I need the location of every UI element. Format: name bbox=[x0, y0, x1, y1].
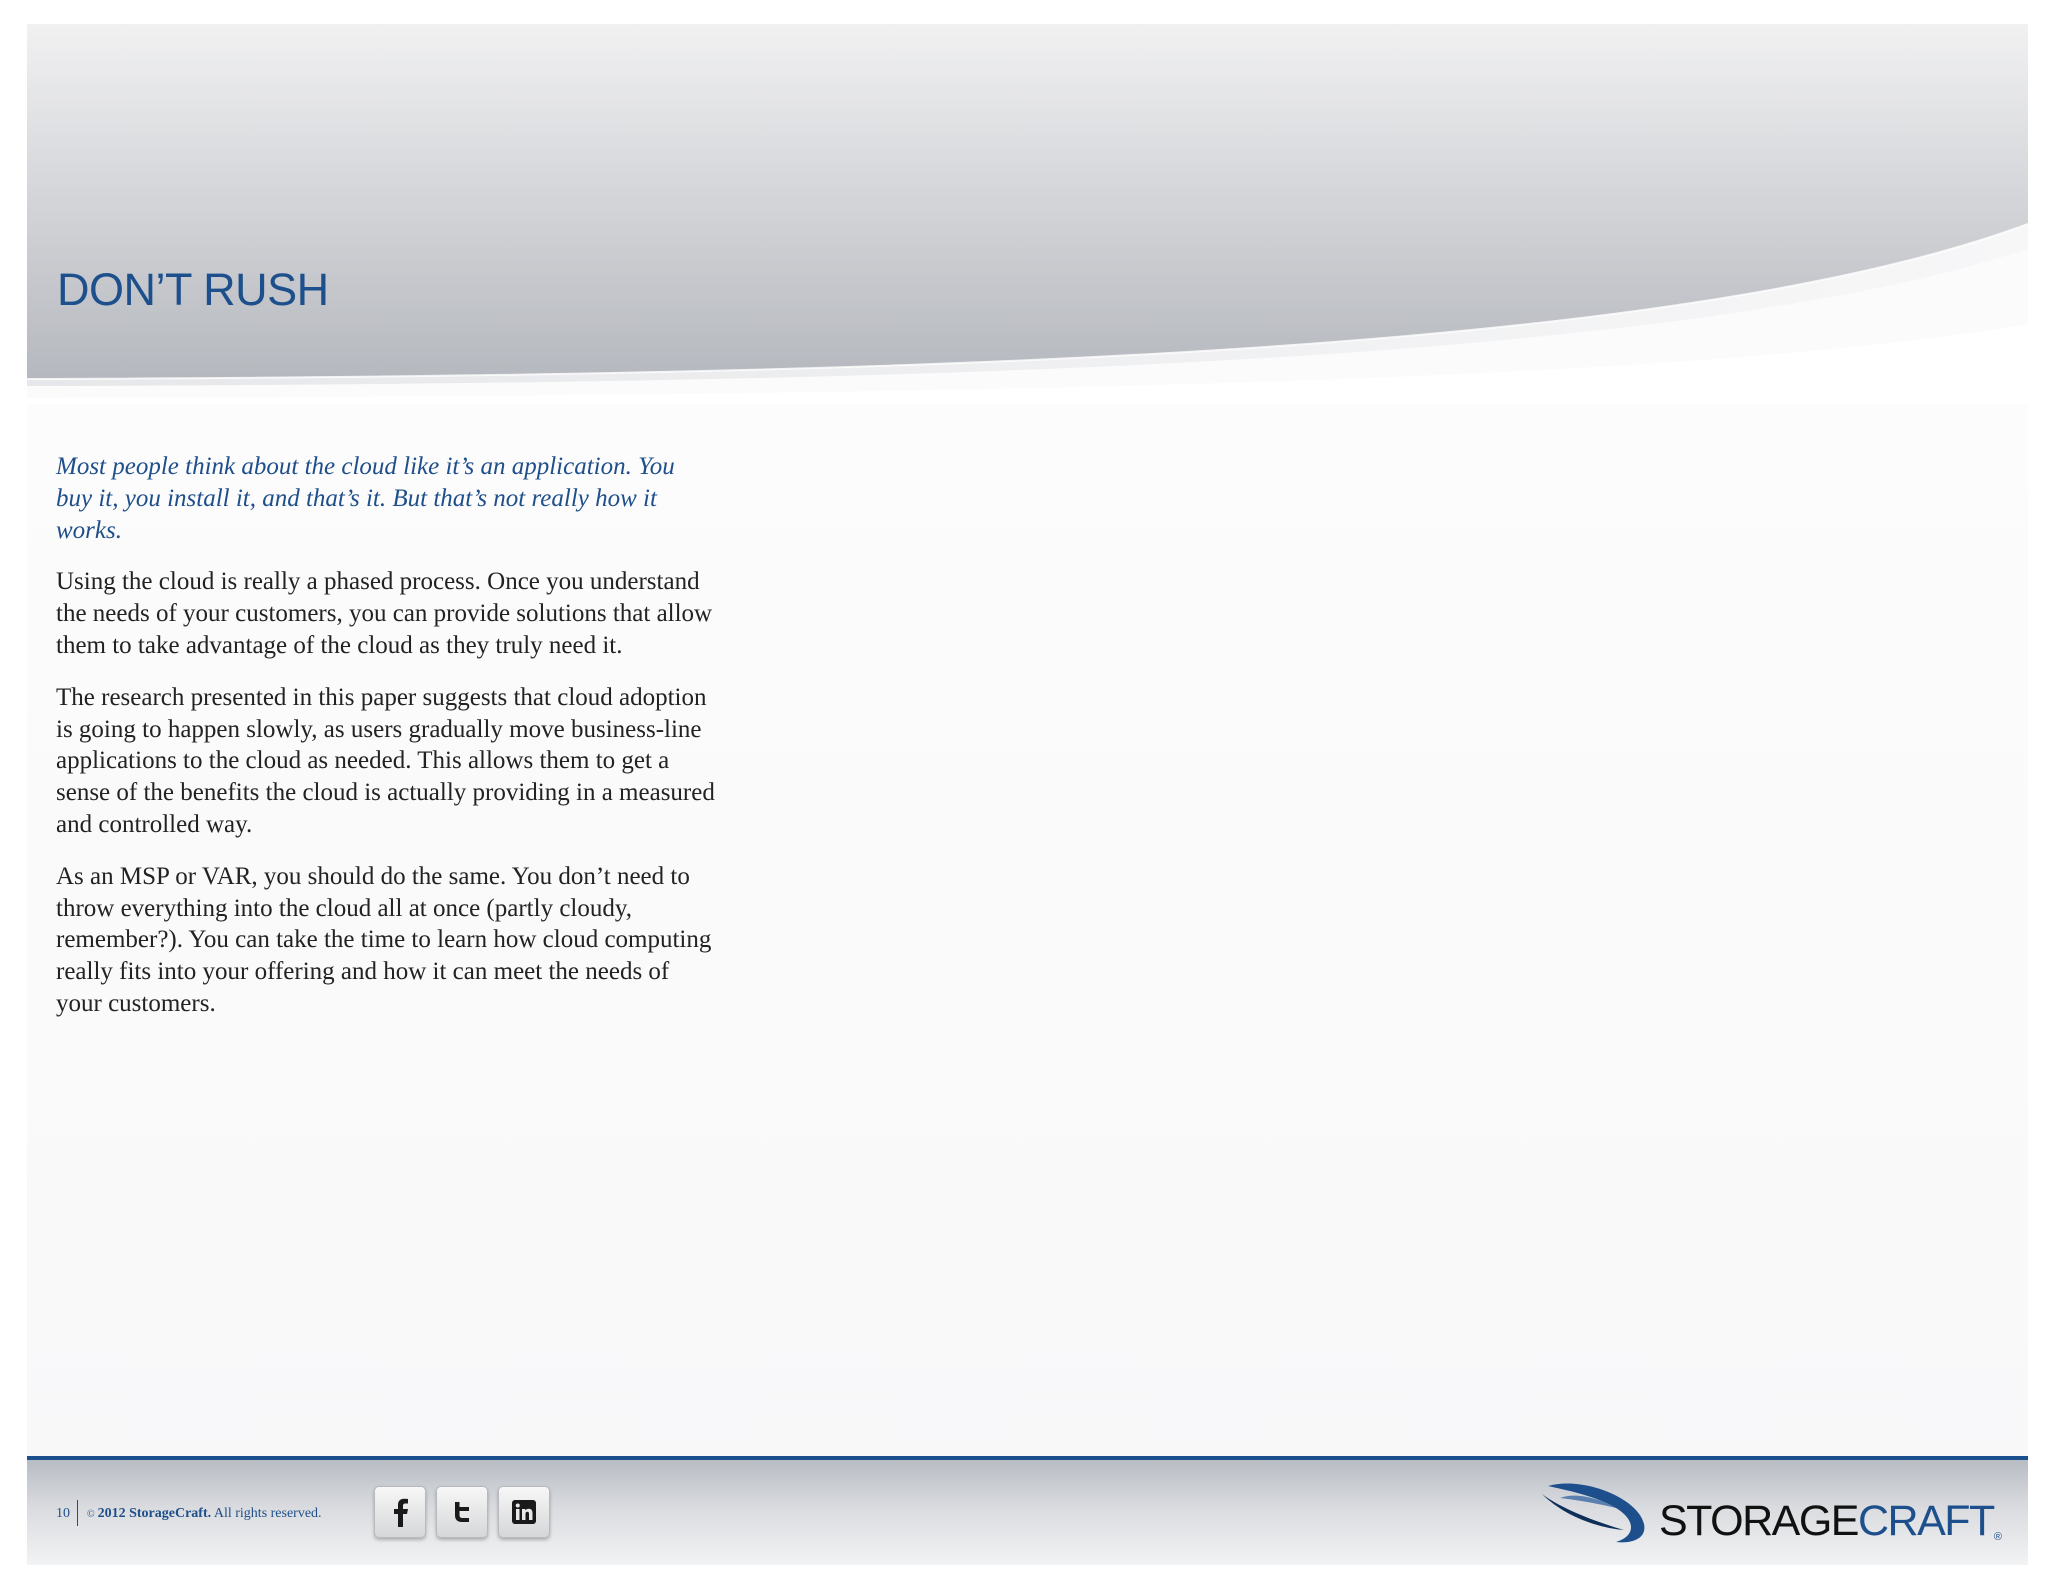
header-swoosh-graphic bbox=[27, 24, 2028, 404]
body-paragraph: Using the cloud is really a phased process. Once you understand the needs of your customers, you can provide solutions that allow them to take advantage of the cloud as they truly need it. bbox=[56, 568, 713, 659]
facebook-icon bbox=[390, 1497, 410, 1527]
article-body bbox=[56, 451, 716, 1040]
copyright-notice bbox=[87, 1506, 322, 1522]
storagecraft-logo-icon bbox=[1538, 1476, 1650, 1550]
header-banner bbox=[27, 24, 2028, 404]
copyright-symbol: © bbox=[87, 1509, 95, 1520]
footer-divider bbox=[77, 1500, 78, 1526]
storagecraft-wordmark: STORAGECRAFT® bbox=[1659, 1497, 2002, 1545]
body-paragraph: The research presented in this paper suggests that cloud adoption is going to happen slowly, as users gradually move business-line applications to the cloud as needed. This allows them to get a sense of the benefits the cloud is actually providing in a measured and controlled way. bbox=[56, 683, 715, 838]
copyright-text: All rights reserved. bbox=[211, 1506, 322, 1521]
linkedin-button[interactable] bbox=[498, 1486, 550, 1538]
copyright-owner: 2012 StorageCraft. bbox=[97, 1506, 212, 1521]
page-footer bbox=[27, 1456, 2028, 1565]
twitter-icon bbox=[451, 1500, 473, 1524]
page-title: DON’T RUSH bbox=[57, 264, 329, 315]
linkedin-icon bbox=[512, 1500, 536, 1524]
page-number: 10 bbox=[56, 1506, 70, 1521]
body-paragraph: As an MSP or VAR, you should do the same. You don’t need to throw everything into the cloud all at once (partly cloudy, remember?). You can take the time to learn how cloud computing really fits into your offering and how it can meet the needs of your customers. bbox=[56, 862, 712, 1017]
twitter-button[interactable] bbox=[436, 1486, 488, 1538]
document-page bbox=[27, 24, 2028, 1561]
facebook-button[interactable] bbox=[374, 1486, 426, 1538]
lead-paragraph: Most people think about the cloud like it’s an application. You buy it, you install it, and that’s it. But that’s not really how it works. bbox=[56, 453, 675, 544]
